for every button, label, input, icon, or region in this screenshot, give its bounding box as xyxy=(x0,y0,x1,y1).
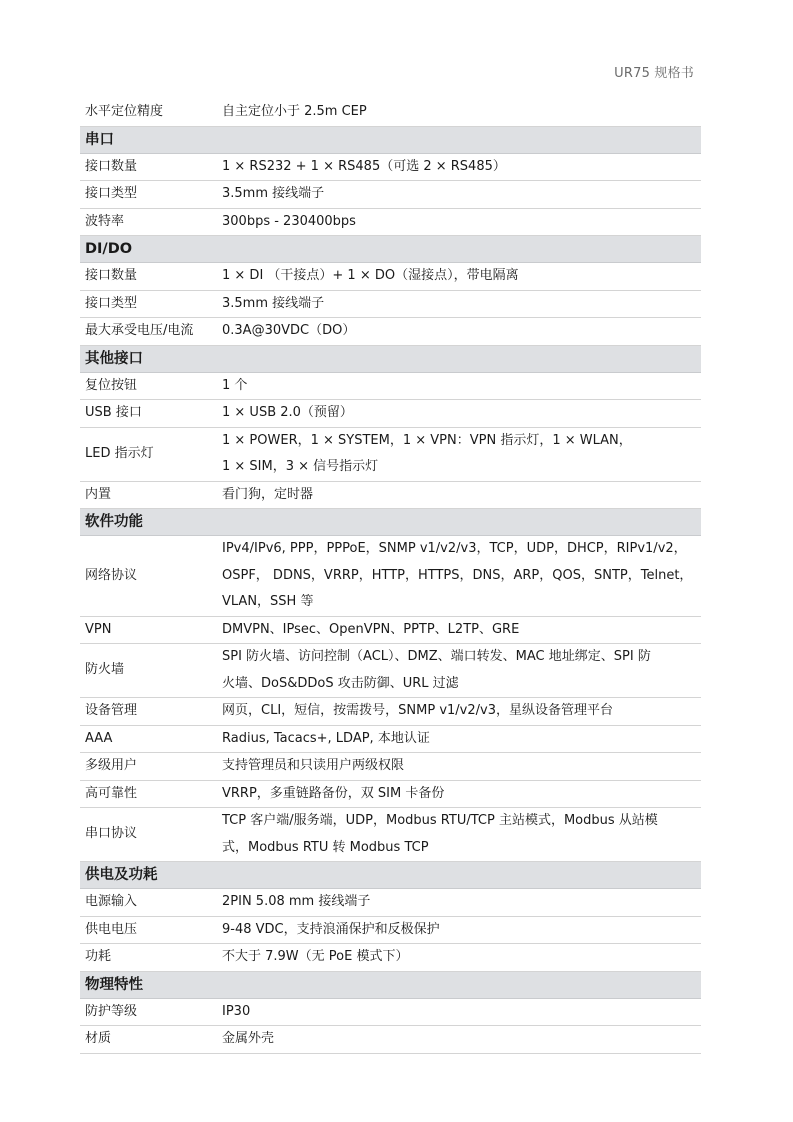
spec-label: 串口协议 xyxy=(80,808,216,862)
spec-label: 功耗 xyxy=(80,944,216,972)
table-row xyxy=(80,427,701,481)
spec-value-line: TCP 客户端/服务端，UDP，Modbus RTU/TCP 主站模式，Modbus 从站模 xyxy=(222,813,658,828)
spec-label: 内置 xyxy=(80,481,216,509)
table-row xyxy=(80,400,701,428)
spec-value: DMVPN、IPsec、OpenVPN、PPTP、L2TP、GRE xyxy=(216,616,701,644)
spec-value: 1 × RS232 + 1 × RS485（可选 2 × RS485） xyxy=(216,153,701,181)
spec-label: 防火墙 xyxy=(80,644,216,698)
spec-value: 0.3A@30VDC（DO） xyxy=(216,318,701,346)
spec-value: Radius, Tacacs+, LDAP, 本地认证 xyxy=(216,725,701,753)
table-row xyxy=(80,263,701,291)
spec-value: 1 × USB 2.0（预留） xyxy=(216,400,701,428)
spec-label: 接口类型 xyxy=(80,181,216,209)
spec-value-line: OSPF， DDNS，VRRP，HTTP，HTTPS，DNS，ARP，QOS，SNTP，Telnet， xyxy=(222,567,693,583)
spec-label: 接口数量 xyxy=(80,263,216,291)
table-row xyxy=(80,644,701,698)
spec-table xyxy=(80,99,701,1054)
table-row xyxy=(80,481,701,509)
section-title: DI/DO xyxy=(80,236,701,263)
table-row xyxy=(80,181,701,209)
spec-label: 接口类型 xyxy=(80,290,216,318)
section-title: 软件功能 xyxy=(80,509,701,536)
spec-value: 网页，CLI，短信，按需拨号，SNMP v1/v2/v3，星纵设备管理平台 xyxy=(216,698,701,726)
spec-value: 金属外壳 xyxy=(216,1026,701,1054)
spec-label: 电源输入 xyxy=(80,889,216,917)
spec-value: 自主定位小于 2.5m CEP xyxy=(216,99,701,126)
section-header-software xyxy=(80,509,701,536)
spec-value: 1 个 xyxy=(216,372,701,400)
table-row xyxy=(80,916,701,944)
spec-value: 2PIN 5.08 mm 接线端子 xyxy=(216,889,701,917)
spec-value: 1 × DI （干接点）+ 1 × DO（湿接点），带电隔离 xyxy=(216,263,701,291)
spec-label: 高可靠性 xyxy=(80,780,216,808)
table-row xyxy=(80,1026,701,1054)
spec-value: 3.5mm 接线端子 xyxy=(216,290,701,318)
section-header-dido xyxy=(80,236,701,263)
spec-label: 多级用户 xyxy=(80,753,216,781)
spec-value-line: 1 × POWER，1 × SYSTEM，1 × VPN：VPN 指示灯，1 × WLAN， xyxy=(222,432,632,448)
spec-label: VPN xyxy=(80,616,216,644)
table-row xyxy=(80,780,701,808)
spec-label: 供电电压 xyxy=(80,916,216,944)
spec-value: 不大于 7.9W（无 PoE 模式下） xyxy=(216,944,701,972)
table-row xyxy=(80,753,701,781)
table-row xyxy=(80,290,701,318)
spec-value-line: 1 × SIM，3 × 信号指示灯 xyxy=(222,459,379,474)
table-row xyxy=(80,998,701,1026)
section-title: 供电及功耗 xyxy=(80,862,701,889)
table-row xyxy=(80,318,701,346)
spec-value: VRRP，多重链路备份，双 SIM 卡备份 xyxy=(216,780,701,808)
page-header-title: UR75 规格书 xyxy=(614,66,694,81)
spec-label: 材质 xyxy=(80,1026,216,1054)
section-header-power xyxy=(80,862,701,889)
spec-label: 网络协议 xyxy=(80,536,216,617)
table-row xyxy=(80,808,701,862)
spec-label: LED 指示灯 xyxy=(80,427,216,481)
spec-label: 防护等级 xyxy=(80,998,216,1026)
spec-value xyxy=(216,536,701,617)
spec-value: 看门狗，定时器 xyxy=(216,481,701,509)
table-row xyxy=(80,725,701,753)
table-row xyxy=(80,536,701,617)
table-row xyxy=(80,372,701,400)
table-row xyxy=(80,99,701,126)
section-title: 串口 xyxy=(80,126,701,153)
spec-value: 9-48 VDC，支持浪涌保护和反极保护 xyxy=(216,916,701,944)
section-title: 物理特性 xyxy=(80,971,701,998)
spec-label: 设备管理 xyxy=(80,698,216,726)
table-row xyxy=(80,616,701,644)
spec-value-line: VLAN，SSH 等 xyxy=(222,594,314,609)
section-header-physical xyxy=(80,971,701,998)
spec-label: 复位按钮 xyxy=(80,372,216,400)
spec-value xyxy=(216,644,701,698)
spec-label: 接口数量 xyxy=(80,153,216,181)
section-header-serial xyxy=(80,126,701,153)
spec-label: AAA xyxy=(80,725,216,753)
table-row xyxy=(80,153,701,181)
spec-label: 最大承受电压/电流 xyxy=(80,318,216,346)
table-row xyxy=(80,208,701,236)
spec-label: USB 接口 xyxy=(80,400,216,428)
table-row xyxy=(80,698,701,726)
spec-value-line: IPv4/IPv6, PPP，PPPoE，SNMP v1/v2/v3，TCP，UDP，DHCP，RIPv1/v2， xyxy=(222,541,687,556)
table-row xyxy=(80,944,701,972)
spec-value: 300bps - 230400bps xyxy=(216,208,701,236)
spec-value xyxy=(216,427,701,481)
spec-value: 支持管理员和只读用户两级权限 xyxy=(216,753,701,781)
spec-value: IP30 xyxy=(216,998,701,1026)
section-title: 其他接口 xyxy=(80,345,701,372)
spec-value xyxy=(216,808,701,862)
section-header-other-interfaces xyxy=(80,345,701,372)
spec-value: 3.5mm 接线端子 xyxy=(216,181,701,209)
spec-label: 波特率 xyxy=(80,208,216,236)
table-row xyxy=(80,889,701,917)
spec-label: 水平定位精度 xyxy=(80,99,216,126)
spec-value-line: 火墙、DoS&DDoS 攻击防御、URL 过滤 xyxy=(222,675,459,691)
spec-value-line: 式，Modbus RTU 转 Modbus TCP xyxy=(222,839,429,855)
spec-value-line: SPI 防火墙、访问控制（ACL）、DMZ、端口转发、MAC 地址绑定、SPI 防 xyxy=(222,649,651,664)
